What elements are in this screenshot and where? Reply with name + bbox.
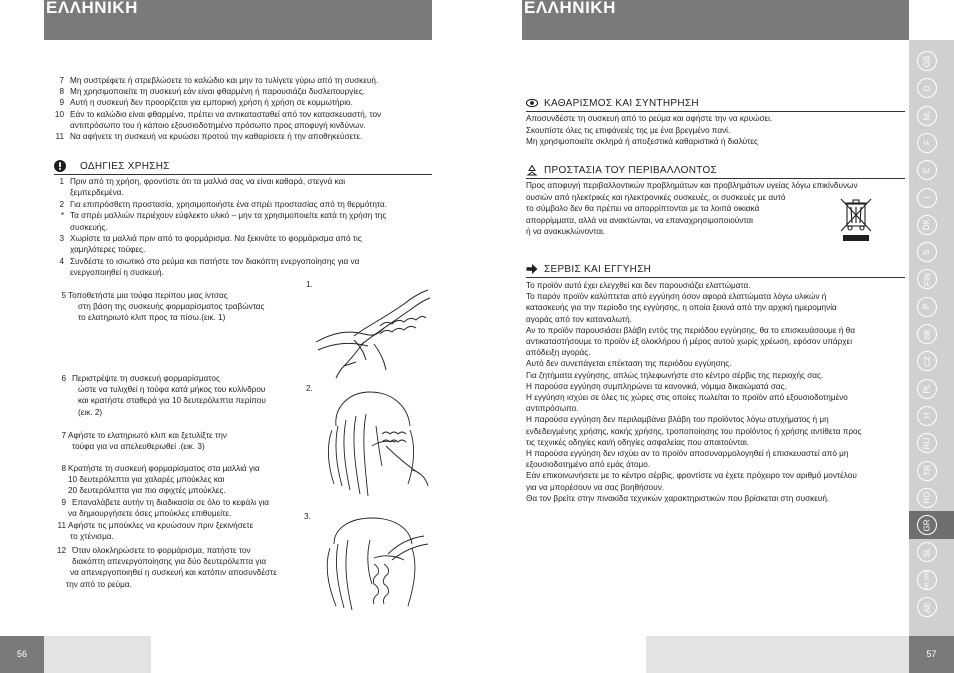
step-number: 11 [57, 521, 66, 530]
service-line: Θα τον βρείτε στην πινακίδα τεχνικών χαρακτηριστικών που βρίσκεται στη συσκευή. [526, 493, 830, 503]
warning-icon [54, 160, 66, 172]
language-tab-label: E [922, 167, 932, 173]
eye-icon [526, 97, 538, 109]
intro-item-number: 7 [59, 76, 64, 85]
right-page-title: ΕΛΛΗΝΙΚΗ [524, 0, 616, 17]
step-number: 7 [61, 431, 66, 440]
step-text: Περιστρέψτε τη συσκευή φορμαρίσματος [72, 374, 220, 383]
language-tab-label: H [922, 413, 932, 419]
language-tab-label: SL [922, 547, 932, 558]
intro-item-number: 8 [59, 87, 64, 97]
instruction-item-number: 3 [59, 234, 64, 243]
language-tab-dk[interactable] [917, 215, 937, 235]
instruction-item-text: Χωρίστε τα μαλλιά πριν από το φορμάρισμα. Να ξεκινάτε το φορμάρισμα από τις [70, 234, 362, 243]
recycle-icon [526, 164, 538, 176]
step-text: να δημιουργήσετε όσες μπούκλες επιθυμείτε. [68, 509, 232, 519]
language-tab-ae[interactable] [917, 597, 937, 617]
intro-item-text: Αυτή η συσκευή δεν προορίζεται για εμπορική χρήση ή χρήση σε κομμωτήριο. [70, 98, 353, 108]
cleaning-section-header [526, 97, 905, 112]
step-number: 8 [61, 464, 66, 473]
language-tab-label: P [922, 304, 932, 310]
environment-line: το σύμβολο δεν θα πρέπει να απορρίπτονται με τα λοιπά οικιακά [526, 204, 760, 214]
step-text: (εικ. 2) [78, 407, 103, 417]
environment-line: Προς αποφυγή περιβαλλοντικών προβλημάτων και προβλημάτων υγείας λόγω επικίνδυνων [526, 181, 858, 190]
environment-heading: ΠΡΟΣΤΑΣΙΑ ΤΟΥ ΠΕΡΙΒΑΛΛΟΝΤΟΣ [544, 165, 718, 176]
instruction-item-number: 4 [59, 256, 64, 266]
service-line: Αν το προϊόν παρουσιάσει βλάβη εντός της περιόδου εγγύησης, θα το επισκευάσουμε ή θα [526, 325, 855, 335]
service-line: Η εγγύηση ισχύει σε όλες τις χώρες στις οποίες πωλείται το προϊόν από εξουσιοδοτημένο [526, 393, 848, 402]
step-text: Αφήστε το ελατηριωτό κλιπ και ξετυλίξτε την [68, 431, 227, 440]
environment-line: απορρίμματα, αλλά να ανακτώνται, να επαναχρησιμοποιούνται [526, 215, 753, 225]
service-section-header [526, 263, 905, 278]
language-tab-fin[interactable] [917, 269, 937, 289]
step-text: και κρατήστε σταθερά για 10 δευτερόλεπτα περίπου [78, 396, 266, 406]
intro-item-number: 10 [54, 109, 64, 119]
service-line: αγοράς από τον καταναλωτή. [526, 314, 632, 324]
right-page-number: 57 [926, 649, 937, 659]
service-line: Η παρούσα εγγύηση συμπληρώνει τα κανονικά, νόμιμα δικαιώματά σας. [526, 381, 787, 391]
step-text: Επαναλάβετε αυτήν τη διαδικασία σε όλο το κεφάλι για [72, 498, 270, 507]
step-number: 9 [61, 498, 66, 507]
language-tab-gr[interactable] [917, 515, 937, 535]
service-line: αντικαταστήσουμε το προϊόν εξ ολοκλήρου ή μέρος αυτού χωρίς χρέωση, εφόσον υπάρχει [526, 337, 853, 346]
left-page-title: ΕΛΛΗΝΙΚΗ [46, 0, 138, 17]
instruction-item-text: Πριν από τη χρήση, φροντίστε ότι τα μαλλιά σας να είναι καθαρά, στεγνά και [70, 177, 346, 186]
environment-line: ουσιών από ηλεκτρικές και ηλεκτρονικές συσκευές, οι συσκευές με αυτό [526, 192, 786, 202]
service-line: Αυτό δεν συνεπάγεται επέκταση της περιόδου εγγύησης. [526, 359, 732, 369]
language-tab-label: CZ [922, 355, 932, 367]
environment-line: ή να ανακυκλώνονται. [526, 227, 606, 237]
instruction-item-text: συσκευής. [70, 222, 108, 232]
instruction-item-text: ξεμπερδεμένα. [70, 188, 124, 198]
language-tab-i[interactable] [917, 188, 937, 208]
intro-item-text: αντιπρόσωπο του ή κάποιο εξουσιοδοτημένο πρόσωπο προς αποφυγή κινδύνων. [70, 120, 366, 130]
left-page-header [44, 0, 432, 40]
step-text: να απενεργοποιηθεί η συσκευή και κατόπιν αποσυνδέστε [70, 568, 277, 578]
language-tab-gb[interactable] [917, 51, 937, 71]
intro-item-text: Εάν το καλώδιο είναι φθαρμένο, πρέπει να αντικατασταθεί από τον κατασκευαστή, τον [70, 109, 382, 119]
instruction-item-text: ενεργοποιηθεί η συσκευή. [70, 268, 164, 278]
language-tab-label: FIN [922, 272, 932, 286]
right-page-number-box [909, 636, 954, 673]
step-text: Αφήστε τις μπούκλες να κρυώσουν πριν ξεκινήσετε [68, 521, 254, 530]
language-tab-ru[interactable] [917, 433, 937, 453]
instruction-item-number: 2 [59, 199, 64, 209]
figure-2-illustration [316, 386, 432, 500]
language-tab-label: S [922, 249, 932, 255]
language-tab-label: SK [922, 328, 932, 340]
cleaning-line: Αποσυνδέστε τη συσκευή από το ρεύμα και αφήστε την να κρυώσει. [526, 114, 773, 123]
service-line: Η παρούσα εγγύηση δεν ισχύει αν το προϊόν αποσυναρμολογηθεί ή επισκευαστεί από μη [526, 449, 849, 458]
language-tab-label: NL [922, 110, 932, 121]
language-tab-label: GB [922, 55, 932, 67]
service-line: κατασκευής για την περίοδο της εγγύησης, η οποία ξεκινά από την αρχική ημερομηνία [526, 303, 837, 313]
language-tab-ro[interactable] [917, 488, 937, 508]
language-tab-s[interactable] [917, 242, 937, 262]
language-tab-sl[interactable] [917, 542, 937, 562]
intro-item-number: 11 [55, 132, 64, 141]
language-tab-label: RU [922, 437, 932, 449]
language-tab-h[interactable] [917, 406, 937, 426]
language-tab-label: F [922, 140, 932, 146]
service-line: αντιπρόσωπο. [526, 404, 579, 414]
step-number: 5 [61, 291, 66, 300]
service-line: Εάν επικοινωνήσετε με το κέντρο σέρβις, φροντίστε να έχετε πρόχειρο τον αριθμό μοντέλου [526, 471, 857, 481]
cleaning-line: Σκουπίστε όλες τις επιφάνειές της με ένα βρεγμένο πανί. [526, 125, 731, 135]
language-tab-label: PL [922, 383, 932, 394]
language-tab-label: GR [922, 519, 932, 532]
figure-3-label: 3. [304, 512, 311, 521]
language-tab-d[interactable] [917, 78, 937, 98]
service-heading: ΣΕΡΒΙΣ ΚΑΙ ΕΓΓΥΗΣΗ [544, 264, 652, 275]
right-page-header [522, 0, 909, 40]
left-page-number: 56 [16, 649, 27, 659]
language-tab-label: I [922, 196, 932, 199]
language-tab-label: HR SRB [924, 570, 930, 590]
step-text: το χτένισμα. [70, 532, 114, 542]
language-tab-tr[interactable] [917, 461, 937, 481]
crossed-out-bin-icon [838, 196, 874, 244]
step-number: 12 [56, 546, 66, 555]
instruction-item-number: 1 [59, 177, 64, 186]
instruction-item-number: * [60, 211, 64, 221]
step-text: Κρατήστε τη συσκευή φορμαρίσματος στα μαλλιά για [68, 464, 260, 473]
intro-item-text: Να αφήνετε τη συσκευή να κρυώσει προτού την καθαρίσετε ή την αποθηκεύσετε. [70, 132, 363, 141]
language-tab-label: D [922, 85, 932, 92]
service-line: ενδεδειγμένης χρήσης, κακής χρήσης, τροποποίησης του προϊόντος ή χρήσης αντίθετα προς [526, 426, 862, 436]
language-tab-label: DK [922, 219, 932, 231]
step-text: Τοποθετήστε μια τούφα περίπου μιας ίντσας [68, 291, 228, 300]
figure-2-label: 2. [306, 384, 313, 393]
step-text: τούφα για να απελευθερωθεί .(εικ. 3) [72, 442, 205, 452]
language-tab-sk[interactable] [917, 324, 937, 344]
service-line: απόδειξη αγοράς. [526, 348, 591, 358]
language-tab-label: AE [922, 601, 932, 613]
arrow-right-icon [526, 263, 538, 275]
language-tab-label: RO [922, 491, 932, 504]
cleaning-heading: ΚΑΘΑΡΙΣΜΟΣ ΚΑΙ ΣΥΝΤΗΡΗΣΗ [544, 98, 699, 109]
instruction-item-text: Για επιπρόσθετη προστασία, χρησιμοποιήστε ένα σπρέι προστασίας από τη θερμότητα. [70, 199, 388, 209]
service-line: τις τεχνικές οδηγίες και/ή οδηγίες ασφαλείας που απαιτούνται. [526, 437, 750, 447]
figure-3-illustration [314, 514, 432, 612]
service-line: Για ζητήματα εγγύησης, απλώς τηλεφωνήστε στο κέντρο σέρβις της περιοχής σας. [526, 370, 824, 380]
intro-item-text: Μη χρησιμοποιείτε τη συσκευή εάν είναι φθαρμένη ή παρουσιάζει δυσλειτουργίες. [70, 87, 366, 97]
step-text: στη βάση της συσκευής φορμαρίσματος τραβώντας [78, 302, 265, 312]
service-line: για να μπορέσουν να σας βοηθήσουν. [526, 482, 665, 492]
step-text: 20 δευτερόλεπτα για πιο σφιχτές μπούκλες. [68, 486, 226, 496]
right-footer-bar [646, 636, 909, 673]
figure-1-illustration [314, 282, 432, 380]
instructions-section-header [54, 160, 432, 175]
language-tab-f[interactable] [917, 133, 937, 153]
cleaning-line: Μη χρησιμοποιείτε σκληρά ή αποξεστικά καθαριστικά ή διαλύτες [526, 137, 758, 147]
step-text: το ελατηριωτό κλιπ προς τα πίσω.(εικ. 1) [78, 313, 226, 323]
step-text: την από το ρεύμα. [66, 579, 132, 589]
service-line: Το παρόν προϊόν καλύπτεται από εγγύηση όσον αφορά ελαττώματα λόγω υλικών ή [526, 292, 827, 302]
instructions-heading: ΟΔΗΓΙΕΣ ΧΡΗΣΗΣ [80, 161, 170, 172]
environment-section-header [526, 164, 905, 179]
instruction-item-text: χαμηλότερες τούφες. [70, 245, 146, 255]
service-line: Το προϊόν αυτό έχει ελεγχθεί και δεν παρουσιάζει ελαττώματα. [526, 281, 751, 290]
instruction-item-text: Τα σπρέι μαλλιών περιέχουν εύφλεκτο υλικό – μην τα χρησιμοποιείτε κατά τη χρήση της [70, 211, 387, 221]
step-text: 10 δευτερόλεπτα για χαλαρές μπούκλες και [68, 475, 225, 485]
service-line: εξουσιοδοτημένο από εμάς άτομο. [526, 460, 651, 470]
service-line: Η παρούσα εγγύηση δεν περιλαμβάνει βλάβη του προϊόντος λόγω ατυχήματος ή μη [526, 415, 829, 425]
language-tab-label: TR [922, 465, 932, 476]
step-text: ώστε να τυλιχθεί η τούφα κατά μήκος του κυλίνδρου [78, 385, 266, 395]
instruction-item-text: Συνδέστε το ισιωτικό στο ρεύμα και πατήστε τον διακόπτη ενεργοποίησης για να [70, 256, 360, 266]
figure-1-label: 1. [306, 280, 313, 289]
intro-item-number: 9 [59, 98, 64, 108]
left-page-number-box [0, 636, 44, 673]
step-text: διακόπτη απενεργοποίησης για δύο δευτερόλεπτα για [72, 557, 267, 567]
language-tab-e[interactable] [917, 160, 937, 180]
language-tab-bar [909, 40, 954, 636]
step-text: Όταν ολοκληρώσετε το φορμάρισμα, πατήστε τον [72, 546, 251, 555]
language-tab-nl[interactable] [917, 106, 937, 126]
language-tab-cz[interactable] [917, 351, 937, 371]
intro-item-text: Μη συστρέφετε ή στρεβλώσετε το καλώδιο και μην το τυλίγετε γύρω από τη συσκευή. [70, 76, 379, 85]
language-tab-pl[interactable] [917, 379, 937, 399]
language-tab-p[interactable] [917, 297, 937, 317]
step-number: 6 [61, 374, 66, 383]
language-tab-hr-srb[interactable] [917, 570, 937, 590]
